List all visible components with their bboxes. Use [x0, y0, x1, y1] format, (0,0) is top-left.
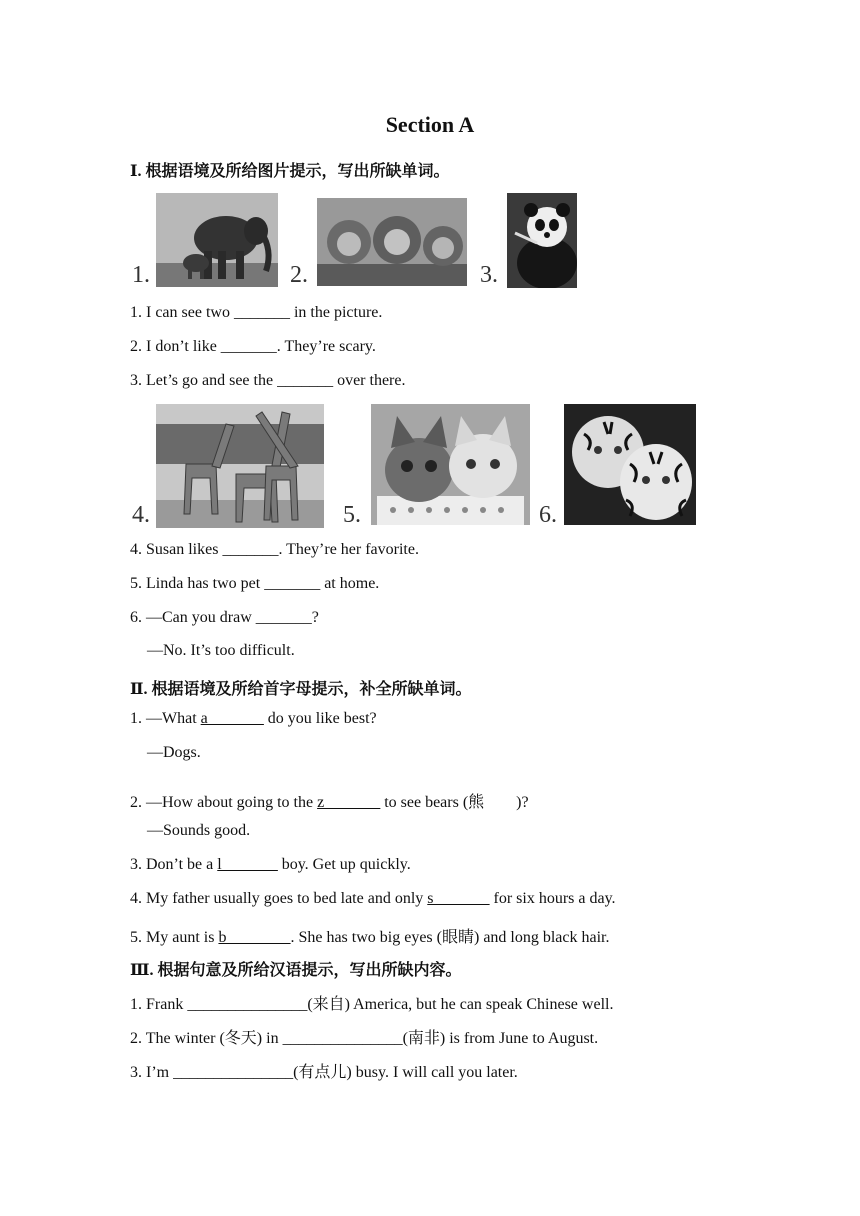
picture-label-6: 6.: [539, 502, 557, 528]
text: . She has two big eyes (眼睛) and long black hair.: [290, 929, 610, 946]
text: for six hours a day.: [489, 890, 616, 907]
text: 1. —What: [130, 710, 201, 727]
text: 4. My father usually goes to bed late and only: [130, 890, 428, 907]
answer-blank: b________: [218, 929, 291, 946]
picture-label-3: 3.: [480, 262, 498, 288]
part2-item-2: [130, 789, 529, 812]
lion-picture: [317, 198, 467, 286]
part3-item-1: 1. Frank _______________(来自) America, but he can speak Chinese well.: [130, 996, 614, 1013]
part1-item-6: 6. —Can you draw _______?: [130, 609, 319, 626]
part1-item-6-answer: —No. It’s too difficult.: [147, 642, 295, 659]
text: 2. —How about going to the: [130, 794, 318, 811]
part2-item-1: [130, 710, 377, 728]
answer-blank: z_______: [317, 794, 381, 811]
panda-picture: [507, 193, 577, 288]
text: 3. Don’t be a: [130, 856, 218, 873]
text: 5. My aunt is: [130, 929, 219, 946]
picture-label-2: 2.: [290, 262, 308, 288]
text: do you like best?: [263, 710, 377, 727]
giraffe-picture: [156, 404, 324, 528]
picture-label-1: 1.: [132, 262, 150, 288]
part3-item-3: 3. I’m _______________(有点儿) busy. I will call you later.: [130, 1064, 518, 1081]
tiger-picture: [564, 404, 696, 525]
answer-blank: s_______: [427, 890, 490, 907]
part2-item-4: [130, 890, 616, 908]
part2-item-1-answer: —Dogs.: [147, 744, 201, 761]
answer-blank: a_______: [200, 710, 264, 727]
answer-blank: l_______: [217, 856, 278, 873]
picture-label-5: 5.: [343, 502, 361, 528]
part1-item-3: 3. Let’s go and see the _______ over there.: [130, 372, 406, 389]
part1-item-2: 2. I don’t like _______. They’re scary.: [130, 338, 376, 355]
section-3-heading: Ⅲ. 根据句意及所给汉语提示，写出所缺内容。: [130, 962, 462, 979]
text: boy. Get up quickly.: [277, 856, 411, 873]
part1-item-5: 5. Linda has two pet _______ at home.: [130, 575, 380, 592]
part3-item-2: 2. The winter (冬天) in _______________(南非) is from June to August.: [130, 1030, 599, 1047]
page-title: Section A: [385, 112, 475, 137]
picture-label-4: 4.: [132, 502, 150, 528]
part1-item-1: 1. I can see two _______ in the picture.: [130, 304, 383, 321]
cat-picture: [371, 404, 530, 525]
section-2-heading: Ⅱ. 根据语境及所给首字母提示，补全所缺单词。: [130, 681, 472, 698]
part2-item-5: [130, 924, 610, 947]
elephant-picture: [156, 193, 278, 287]
part1-item-4: 4. Susan likes _______. They’re her favorite.: [130, 541, 419, 558]
section-1-heading: Ⅰ. 根据语境及所给图片提示，写出所缺单词。: [130, 163, 450, 180]
text: to see bears (熊 )?: [380, 794, 529, 811]
part2-item-2-answer: —Sounds good.: [147, 822, 251, 839]
part2-item-3: [130, 856, 411, 874]
